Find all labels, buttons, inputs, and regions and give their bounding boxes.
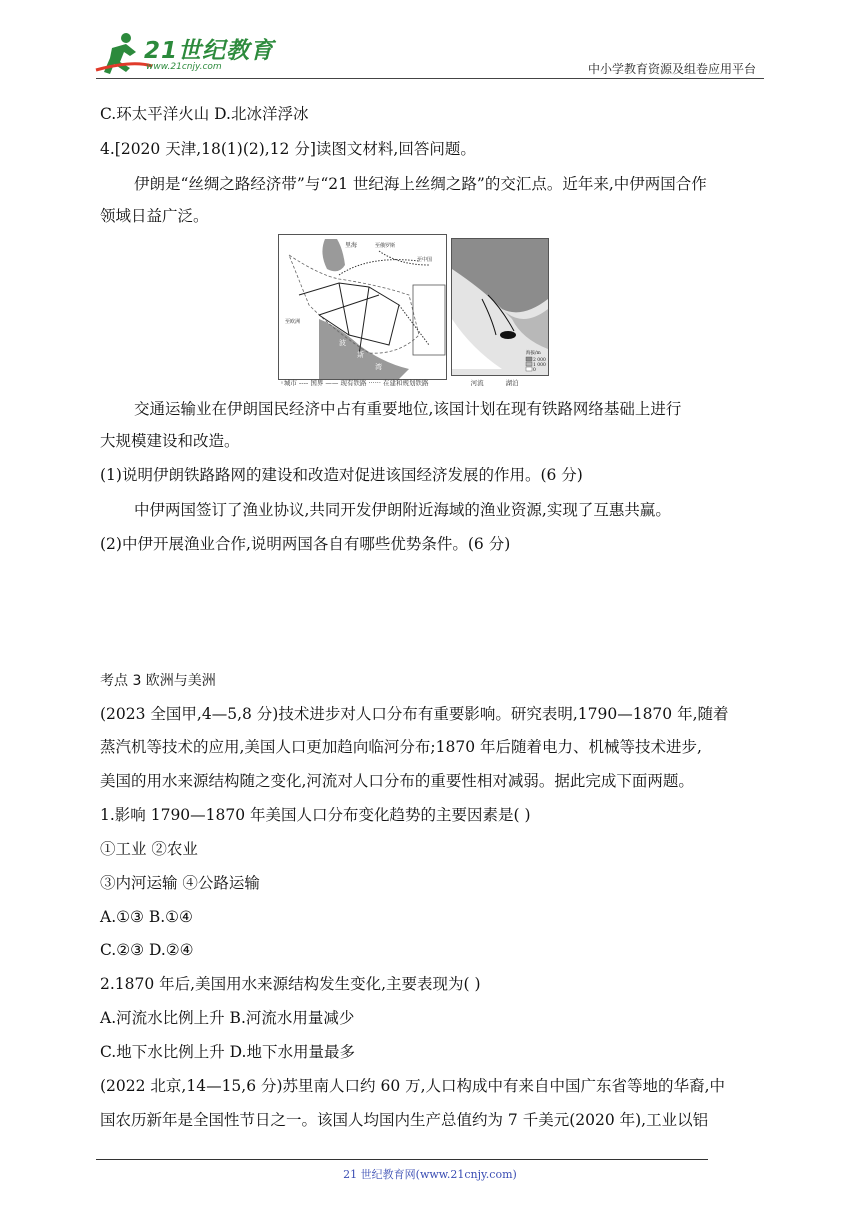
text-line: (2023 全国甲,4—5,8 分)技术进步对人口分布有重要影响。研究表明,1790—1870 年,随着 xyxy=(100,705,729,723)
text-line: 伊朗是“丝绸之路经济带”与“21 世纪海上丝绸之路”的交汇点。近年来,中伊两国合作 xyxy=(134,175,707,193)
text-line: 蒸汽机等技术的应用,美国人口更加趋向临河分布;1870 年后随着电力、机械等技术进步, xyxy=(100,738,702,756)
option-line: A.①③ B.①④ xyxy=(100,908,193,926)
option-line: C.地下水比例上升 D.地下水用量最多 xyxy=(100,1043,355,1061)
question-title: 4.[2020 天津,18(1)(2),12 分]读图文材料,回答问题。 xyxy=(100,140,476,158)
text-line: C.环太平洋火山 D.北冰洋浮冰 xyxy=(100,105,309,123)
text-line: 领域日益广泛。 xyxy=(100,207,209,225)
caspian-sea xyxy=(322,239,345,271)
text-line: 交通运输业在伊朗国民经济中占有重要地位,该国计划在现有铁路网络基础上进行 xyxy=(134,400,682,418)
map-label-gulf-3: 湾 xyxy=(375,363,382,371)
legend-lake: 湖泊 xyxy=(505,379,519,387)
text-line: 大规模建设和改造。 xyxy=(100,432,240,450)
platform-name: 中小学教育资源及组卷应用平台 xyxy=(587,62,756,76)
header-divider xyxy=(96,78,764,79)
option-line: ①工业 ②农业 xyxy=(100,840,198,858)
question-item: (1)说明伊朗铁路路网的建设和改造对促进该国经济发展的作用。(6 分) xyxy=(100,466,583,484)
footer-divider xyxy=(96,1159,708,1160)
map-label-europe: 至欧洲 xyxy=(285,319,301,325)
text-line: 国农历新年是全国性节日之一。该国人均国内生产总值约为 7 千美元(2020 年),工业以铝 xyxy=(100,1111,709,1129)
inset-drawing xyxy=(452,239,548,375)
text-line: 中伊两国签订了渔业协议,共同开发伊朗附近海域的渔业资源,实现了互惠共赢。 xyxy=(134,501,671,519)
inset-legend-title: 海拔/m xyxy=(526,351,541,356)
map-label-china: 至中国 xyxy=(417,257,433,263)
text-line: (2022 北京,14—15,6 分)苏里南人口约 60 万,人口构成中有来自中国广东省等地的华裔,中 xyxy=(100,1077,725,1095)
question-item: 1.影响 1790—1870 年美国人口分布变化趋势的主要因素是( ) xyxy=(100,806,531,824)
section-heading: 考点 3 欧洲与美洲 xyxy=(100,673,216,689)
logo-text: 21世纪教育 xyxy=(144,38,275,64)
legend-river: 河流 xyxy=(470,379,484,387)
logo-url: www.21cnjy.com xyxy=(146,62,222,72)
page-header xyxy=(0,0,860,84)
question-item: 2.1870 年后,美国用水来源结构发生变化,主要表现为( ) xyxy=(100,975,481,993)
iran-railway-map xyxy=(278,234,447,380)
option-line: ③内河运输 ④公路运输 xyxy=(100,874,260,892)
persian-gulf xyxy=(319,319,409,379)
map-legend-text: ◦城市 ---- 国界 —— 现有铁路 ······ 在建和规划铁路 xyxy=(280,379,429,387)
map-label-caspian: 里海 xyxy=(345,242,358,249)
text-line: 美国的用水来源结构随之变化,河流对人口分布的重要性相对减弱。据此完成下面两题。 xyxy=(100,772,694,790)
inset-elevation-map xyxy=(451,238,549,376)
map-label-russia: 至俄罗斯 xyxy=(375,243,396,249)
option-line: C.②③ D.②④ xyxy=(100,941,194,959)
footer-link[interactable]: 21 世纪教育网(www.21cnjy.com) xyxy=(343,1168,517,1181)
map-drawing xyxy=(279,235,446,379)
question-item: (2)中伊开展渔业合作,说明两国各自有哪些优势条件。(6 分) xyxy=(100,535,511,553)
inset-legend-2000: 2 000 xyxy=(533,358,546,363)
map-label-gulf-1: 波 xyxy=(339,339,346,347)
map-label-gulf-2: 斯 xyxy=(357,351,364,359)
inset-legend-1000: 1 000 xyxy=(533,363,546,368)
option-line: A.河流水比例上升 B.河流水用量减少 xyxy=(100,1009,355,1027)
map-legend xyxy=(280,378,519,387)
inset-legend-0: 0 xyxy=(533,368,536,373)
